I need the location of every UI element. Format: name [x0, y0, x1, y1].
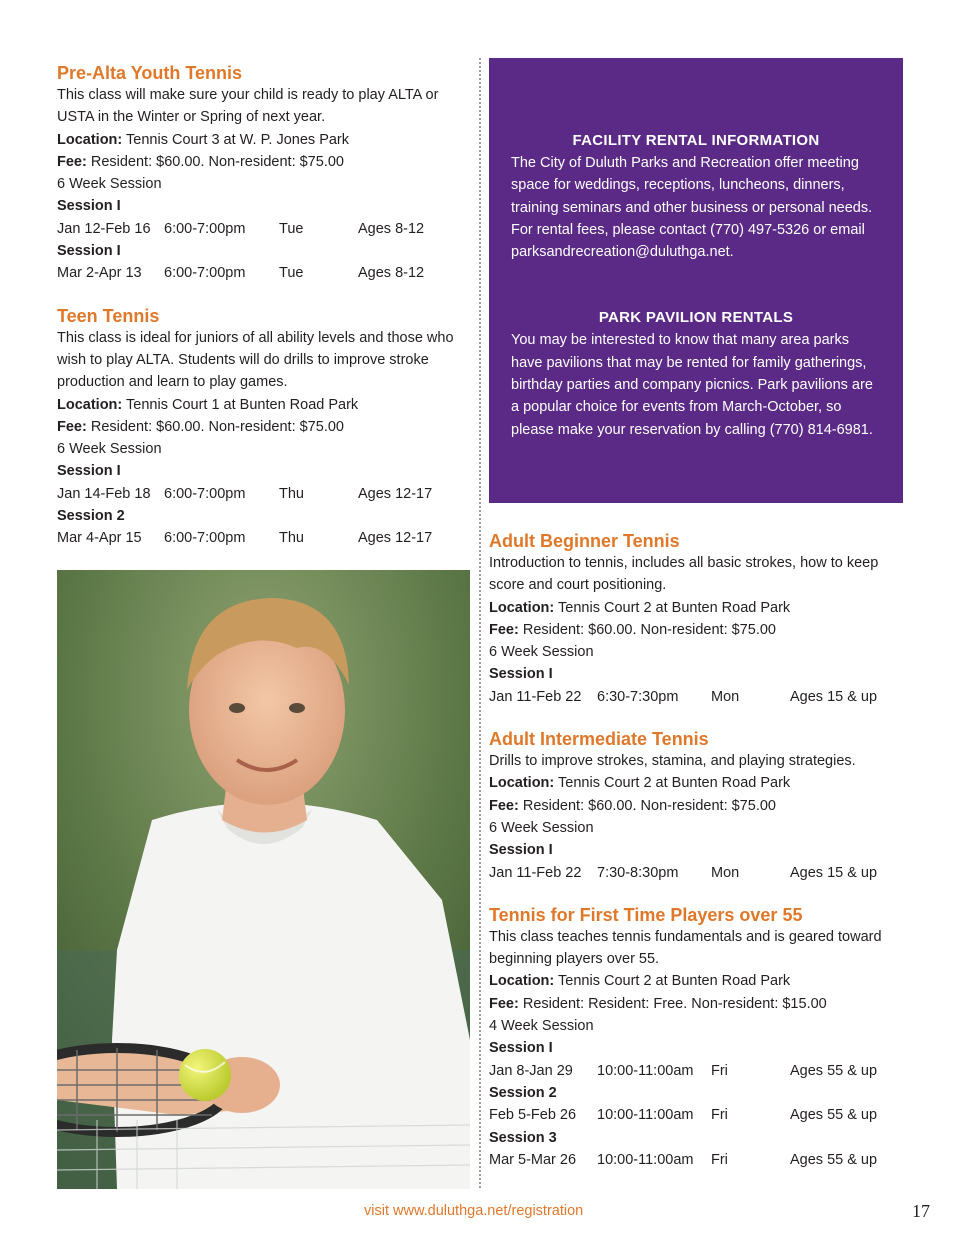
program-description [57, 84, 469, 129]
description-line: production and learn to play games. [57, 374, 288, 391]
session-day: Fri [711, 1107, 728, 1124]
session-label: Session I [57, 463, 121, 480]
photo-illustration [57, 570, 470, 1189]
session-dates: Jan 14-Feb 18 [57, 485, 151, 502]
program-location [57, 394, 469, 416]
program-description [489, 552, 903, 597]
program-description [489, 926, 903, 971]
session-day: Mon [711, 688, 740, 705]
session-label: Session 2 [489, 1084, 557, 1101]
session-ages: Ages 55 & up [790, 1107, 878, 1124]
program-fee [489, 795, 903, 817]
session-ages: Ages 15 & up [790, 864, 878, 881]
session-time: 7:30-8:30pm [597, 864, 679, 881]
fee-label: Fee: [57, 153, 87, 170]
rental-info-panel [489, 58, 903, 503]
fee-label: Fee: [57, 418, 87, 435]
text-line: space for weddings, receptions, luncheons, dinners, [511, 177, 845, 194]
program-adult-intermediate [489, 728, 903, 884]
session-row [489, 1060, 903, 1082]
program-adult-beginner [489, 530, 903, 708]
location-value: Tennis Court 3 at W. P. Jones Park [126, 131, 350, 148]
session-row [489, 1149, 903, 1171]
program-description [489, 750, 903, 772]
session-row [489, 1104, 903, 1126]
session-length: 6 Week Session [57, 441, 162, 458]
description-line: beginning players over 55. [489, 951, 660, 968]
registration-link[interactable]: visit www.duluthga.net/registration [364, 1203, 584, 1219]
session-dates: Jan 12-Feb 16 [57, 220, 151, 237]
session-length: 6 Week Session [489, 644, 594, 661]
session-label: Session 2 [57, 508, 125, 525]
session-row [57, 527, 469, 549]
session-ages: Ages 8-12 [358, 265, 425, 282]
session-dates: Mar 2-Apr 13 [57, 265, 142, 282]
session-day: Tue [279, 220, 304, 237]
session-ages: Ages 12-17 [358, 530, 433, 547]
facility-rental-text [511, 152, 881, 263]
program-location [489, 597, 903, 619]
program-title: Teen Tennis [57, 305, 160, 326]
text-line: please make your reservation by calling (770) 814-6981. [511, 421, 873, 438]
session-length: 4 Week Session [489, 1018, 594, 1035]
program-location [489, 772, 903, 794]
session-label: Session I [489, 1040, 553, 1057]
left-column [57, 62, 469, 550]
session-length: 6 Week Session [489, 819, 594, 836]
text-line: training seminars and other business or personal needs. [511, 199, 873, 216]
session-ages: Ages 55 & up [790, 1151, 878, 1168]
description-line: score and court positioning. [489, 577, 667, 594]
fee-value: Resident: $60.00. Non-resident: $75.00 [522, 797, 776, 814]
session-dates: Mar 4-Apr 15 [57, 530, 142, 547]
program-fee [57, 151, 469, 173]
session-time: 6:30-7:30pm [597, 688, 679, 705]
fee-label: Fee: [489, 621, 519, 638]
location-label: Location: [57, 131, 123, 148]
location-value: Tennis Court 2 at Bunten Road Park [558, 973, 791, 990]
session-day: Tue [279, 265, 304, 282]
session-label: Session I [489, 842, 553, 859]
program-title: Pre-Alta Youth Tennis [57, 63, 243, 83]
location-label: Location: [57, 396, 123, 413]
session-row [57, 483, 469, 505]
boy-with-tennis-racket-photo [57, 570, 470, 1189]
description-line: Introduction to tennis, includes all basic strokes, how to keep [489, 555, 879, 571]
column-divider [479, 58, 481, 1188]
session-time: 10:00-11:00am [597, 1062, 694, 1079]
text-line: The City of Duluth Parks and Recreation offer meeting [511, 155, 859, 171]
session-ages: Ages 55 & up [790, 1062, 878, 1079]
program-title: Adult Beginner Tennis [489, 531, 680, 551]
fee-value: Resident: $60.00. Non-resident: $75.00 [90, 153, 344, 170]
session-dates: Jan 11-Feb 22 [489, 688, 582, 705]
session-time: 6:00-7:00pm [164, 530, 246, 547]
session-day: Fri [711, 1062, 728, 1079]
text-line: birthday parties and company picnics. Park pavilions are [511, 377, 873, 394]
session-day: Mon [711, 864, 740, 881]
text-line: parksandrecreation@duluthga.net. [511, 244, 734, 261]
session-length: 6 Week Session [57, 176, 162, 193]
session-day: Fri [711, 1151, 728, 1168]
description-line: Drills to improve strokes, stamina, and playing strategies. [489, 753, 856, 770]
program-location [489, 970, 903, 992]
session-label: Session 3 [489, 1129, 557, 1146]
program-over-55 [489, 904, 903, 1171]
location-value: Tennis Court 2 at Bunten Road Park [558, 599, 791, 616]
session-dates: Feb 5-Feb 26 [489, 1107, 577, 1124]
session-time: 6:00-7:00pm [164, 265, 246, 282]
location-value: Tennis Court 2 at Bunten Road Park [558, 775, 791, 792]
location-label: Location: [489, 599, 555, 616]
text-line: You may be interested to know that many area parks [511, 332, 849, 349]
facility-rental-title: FACILITY RENTAL INFORMATION [572, 132, 820, 149]
description-line: This class teaches tennis fundamentals and is geared toward [489, 928, 882, 945]
program-title: Tennis for First Time Players over 55 [489, 904, 803, 925]
location-value: Tennis Court 1 at Bunten Road Park [126, 396, 359, 413]
program-fee [57, 416, 469, 438]
page-number: 17 [912, 1201, 930, 1221]
program-fee [489, 619, 903, 641]
description-line: USTA in the Winter or Spring of next year. [57, 109, 326, 126]
fee-value: Resident: $60.00. Non-resident: $75.00 [522, 621, 776, 638]
session-ages: Ages 12-17 [358, 485, 433, 502]
program-fee [489, 993, 903, 1015]
location-label: Location: [489, 973, 555, 990]
location-label: Location: [489, 775, 555, 792]
session-time: 10:00-11:00am [597, 1151, 694, 1168]
program-description [57, 327, 469, 394]
fee-label: Fee: [489, 797, 519, 814]
right-column [489, 530, 903, 1171]
session-ages: Ages 15 & up [790, 688, 878, 705]
session-dates: Jan 8-Jan 29 [489, 1062, 573, 1079]
text-line: have pavilions that may be rented for family gatherings, [511, 354, 867, 371]
pavilion-rental-text [511, 329, 881, 440]
text-line: a popular choice for events from March-October, so [511, 399, 842, 416]
fee-label: Fee: [489, 995, 519, 1012]
program-teen [57, 305, 469, 550]
program-pre-alta [57, 62, 469, 285]
description-line: wish to play ALTA. Students will do drills to improve stroke [57, 351, 429, 368]
pavilion-rental-title: PARK PAVILION RENTALS [598, 309, 794, 327]
session-row [489, 862, 903, 884]
description-line: This class will make sure your child is ready to play ALTA or [57, 87, 439, 103]
session-time: 6:00-7:00pm [164, 220, 246, 237]
session-row [57, 262, 469, 284]
session-ages: Ages 8-12 [358, 220, 425, 237]
session-label: Session I [57, 243, 121, 260]
session-dates: Jan 11-Feb 22 [489, 864, 582, 881]
session-label: Session I [489, 666, 553, 683]
session-day: Thu [279, 485, 304, 502]
session-time: 6:00-7:00pm [164, 485, 246, 502]
session-day: Thu [279, 530, 304, 547]
session-row [489, 686, 903, 708]
session-time: 10:00-11:00am [597, 1107, 694, 1124]
session-row [57, 218, 469, 240]
description-line: This class is ideal for juniors of all ability levels and those who [57, 329, 454, 346]
text-line: For rental fees, please contact (770) 497-5326 or email [511, 221, 865, 238]
session-label: Session I [57, 198, 121, 215]
program-title: Adult Intermediate Tennis [489, 729, 709, 750]
session-dates: Mar 5-Mar 26 [489, 1151, 577, 1168]
program-location [57, 129, 469, 151]
fee-value: Resident: Resident: Free. Non-resident: $15.00 [522, 995, 827, 1012]
fee-value: Resident: $60.00. Non-resident: $75.00 [90, 418, 344, 435]
